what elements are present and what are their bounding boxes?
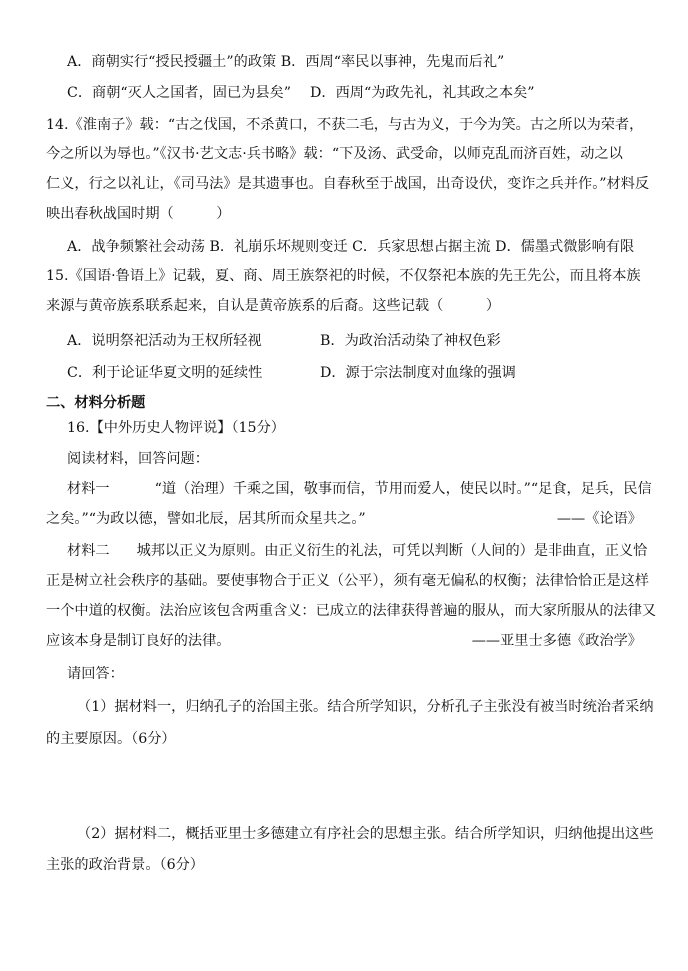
ask-label: 请回答：	[67, 666, 124, 682]
material1-text1: “道（治理）千乘之国，敬事而信，节用而爱人，使民以时。”“足食，足兵，民信	[154, 481, 652, 497]
q16-title: 16.【中外历史人物评说】（15分）	[67, 420, 285, 436]
material1-line1	[67, 479, 652, 499]
instruction: 阅读材料，回答问题：	[67, 451, 209, 467]
material2-source: ——亚里士多德《政治学》	[471, 633, 642, 649]
material1-label: 材料一	[67, 481, 110, 497]
q13-options-row2	[67, 83, 535, 103]
material1-source: ——《论语》	[556, 511, 642, 527]
material1-line2: 之矣。”“为政以德，譬如北辰，居其所而众星共之。”	[46, 511, 366, 527]
material2-line1	[67, 541, 647, 561]
q14-line3: 仁义，行之以礼让，《司马法》是其遗事也。自春秋至于战国，出奇设伏，变诈之兵并作。”材料反	[46, 176, 650, 192]
material2-label: 材料二	[67, 543, 110, 559]
q15-line2: 来源与黄帝族系联系起来，自认是黄帝族系的后裔。这些记载（ ）	[46, 298, 501, 314]
q14-line2: 今之所以为辱也。”《汉书·艺文志·兵书略》载：“下及汤、武受命，以师克乱而济百姓，动之以	[46, 146, 623, 162]
sub-question-2-line2: 主张的政治背景。（6分）	[46, 857, 204, 873]
material2-line3: 一个中道的权衡。法治应该包含两重含义：已成立的法律获得普遍的服从，而大家所服从的法律又	[46, 603, 657, 619]
q13-option-d: D．西周“为政先礼，礼其政之本矣”	[310, 85, 535, 101]
q15-option-a: A．说明祭祀活动为王权所轻视	[67, 333, 262, 349]
q14-line1: 14.《淮南子》载：“古之伐国，不杀黄口，不获二毛，与古为义，于今为笑。古之所以为荣者，	[46, 117, 644, 133]
q15-line1: 15.《国语·鲁语上》记载，夏、商、周王族祭祀的时候，不仅祭祀本族的先王先公，而且将本族	[46, 268, 641, 284]
section-title: 二、材料分析题	[46, 395, 146, 411]
q14-options: A．战争频繁社会动荡 B．礼崩乐坏规则变迁 C．兵家思想占据主流 D．儒墨式微影响有限	[67, 239, 635, 255]
q13-option-a: A．商朝实行“授民授疆土”的政策	[67, 54, 277, 70]
sub-question-2-line1: （2）据材料二，概括亚里士多德建立有序社会的思想主张。结合所学知识，归纳他提出这些	[77, 826, 654, 842]
q13-option-b: B．西周“率民以事神，先鬼而后礼”	[280, 54, 505, 70]
q15-option-b: B．为政治活动染了神权色彩	[320, 333, 501, 349]
sub-question-1-line2: 的主要原因。（6分）	[46, 731, 176, 747]
q13-options-row1	[67, 52, 504, 72]
q15-option-d: D．源于宗法制度对血缘的强调	[320, 365, 516, 381]
q13-option-c: C．商朝“灭人之国者，固已为县矣”	[67, 85, 291, 101]
q14-line4: 映出春秋战国时期（ ）	[46, 206, 231, 222]
q15-option-c: C．利于论证华夏文明的延续性	[67, 365, 263, 381]
material2-line4: 应该本身是制订良好的法律。	[46, 633, 231, 649]
material2-text1: 城邦以正义为原则。由正义衍生的礼法，可凭以判断（人间的）是非曲直，正义恰	[136, 543, 648, 559]
material2-line2: 正是树立社会秩序的基础。要使事物合于正义（公平），须有毫无偏私的权衡；法律恰恰正是这样	[46, 573, 649, 589]
sub-question-1-line1: （1）据材料一，归纳孔子的治国主张。结合所学知识，分析孔子主张没有被当时统治者采纳	[77, 699, 654, 715]
